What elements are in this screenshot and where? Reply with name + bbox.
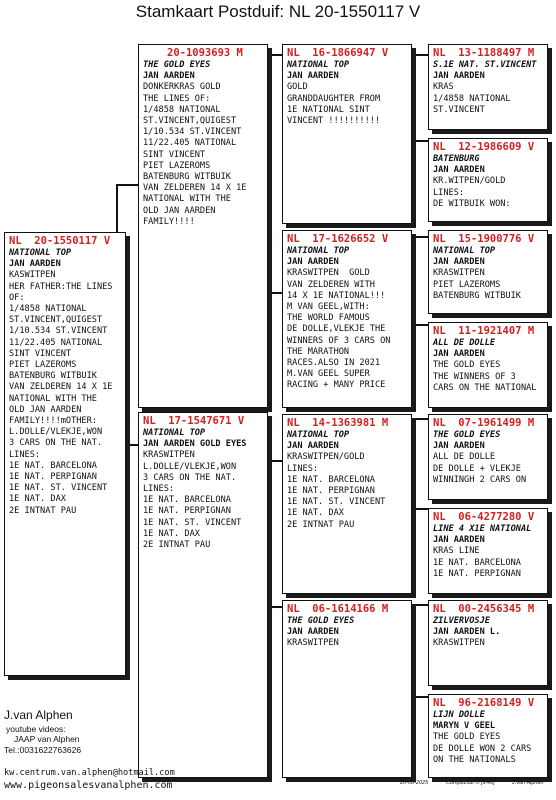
- pigeon-notes: KRAS LINE 1E NAT. BARCELONA 1E NAT. PERPIGNAN: [433, 546, 521, 579]
- pigeon-notes: KRAS 1/4858 NATIONAL ST.VINCENT: [433, 82, 511, 115]
- breeder-name: JAN AARDEN: [143, 71, 195, 82]
- breeder-name: JAN AARDEN: [433, 71, 485, 82]
- pigeon-name: LINE 4 X1E NATIONAL: [433, 524, 532, 534]
- breeder-name: JAN AARDEN: [287, 71, 339, 82]
- pigeon-notes: KR.WITPEN/GOLD LINES: DE WITBUIK WON:: [433, 176, 511, 209]
- pigeon-name: LIJN DOLLE: [433, 710, 485, 720]
- pigeon-name: THE GOLD EYES: [287, 616, 355, 626]
- pigeon-notes: KASWITPEN HER FATHER:THE LINES OF: 1/4858 NATIONAL ST.VINCENT,QUIGEST 1/10.534 ST.VINCENT 11/22.405 NATIONAL SINT VINCENT PIET LAZEROMS BATENBURG WITBUIK VAN ZELDEREN 14 X 1E NATIONAL WITH THE OLD JAN AARDEN FAMILY!!!!mOTHER: L.DOLLE/VLEKJE,WON 3 CARS ON THE NAT. LINES: 1E NAT. BARCELONA 1E NAT. PERPIGNAN 1E NAT. ST. VINCENT 1E NAT. DAX 2E INTNAT PAU: [9, 270, 113, 516]
- pigeon-name: ALL DE DOLLE: [433, 338, 496, 348]
- breeder-name: JAN AARDEN: [287, 257, 339, 268]
- ring-number: NL 20-1550117 V: [9, 235, 111, 247]
- footer-youtube-label: youtube videos:: [6, 724, 66, 734]
- ring-number: NL 00-2456345 M: [433, 603, 535, 615]
- connector-line: [410, 54, 428, 56]
- footer-owner-name: J.van Alphen: [4, 708, 73, 722]
- page-title: Stamkaart Postduif: NL 20-1550117 V: [135, 2, 421, 21]
- breeder-name: JAN AARDEN: [287, 627, 339, 638]
- pigeon-notes: KRASWITPEN GOLD VAN ZELDEREN WITH 14 X 1E NATIONAL!!! M VAN GEEL,WITH: THE WORLD FAMOUS DE DOLLE,VLEKJE THE WINNERS OF 3 CARS ON THE MARATHON RACES.ALSO IN 2021 M.VAN GEEL SUPER RACING + MANY PRICE: [287, 268, 391, 391]
- pigeon-name: ZILVERVOSJE: [433, 616, 490, 626]
- breeder-name: JAN AARDEN: [433, 349, 485, 360]
- pigeon-name: NATIONAL TOP: [9, 248, 72, 258]
- software-author: J.van Alphen: [512, 780, 544, 786]
- pigeon-notes: KRASWITPEN: [433, 638, 485, 649]
- pigeon-name: NATIONAL TOP: [433, 246, 496, 256]
- footer-email: kw.centrum.van.alphen@hotmail.com: [4, 768, 175, 778]
- ring-number: NL 12-1986609 V: [433, 141, 535, 153]
- pigeon-notes: THE GOLD EYES THE WINNERS OF 3 CARS ON THE NATIONAL: [433, 360, 537, 393]
- ring-number: NL 96-2168149 V: [433, 697, 535, 709]
- pigeon-notes: ALL DE DOLLE DE DOLLE + VLEKJE WINNINGH 2 CARS ON: [433, 452, 527, 485]
- pigeon-card-dam-dam: [282, 600, 412, 778]
- pigeon-card-ddd: [428, 694, 548, 778]
- breeder-name: JAN AARDEN L.: [433, 627, 501, 638]
- pigeon-name: THE GOLD EYES: [143, 60, 211, 70]
- pigeon-card-dam: [138, 412, 268, 778]
- breeder-name: JAN AARDEN: [433, 441, 485, 452]
- pigeon-card-dss: [428, 414, 548, 500]
- pigeon-notes: GOLD GRANDDAUGHTER FROM 1E NATIONAL SINT VINCENT !!!!!!!!!!: [287, 82, 381, 127]
- breeder-name: JAN AARDEN: [433, 535, 485, 546]
- ring-number: 20-1093693 M: [167, 47, 243, 59]
- breeder-name: JAN AARDEN: [287, 441, 339, 452]
- breeder-name: JAN AARDEN: [433, 165, 485, 176]
- pigeon-name: THE GOLD EYES: [433, 430, 501, 440]
- connector-line: [116, 184, 138, 186]
- connector-line: [410, 418, 428, 420]
- connector-line: [410, 508, 428, 510]
- footer-website: www.pigeonsalesvanalphen.com: [4, 780, 173, 791]
- ring-number: NL 16-1866947 V: [287, 47, 389, 59]
- connector-line: [410, 236, 428, 238]
- pigeon-name: BATENBURG: [433, 154, 480, 164]
- ring-number: NL 17-1547671 V: [143, 415, 245, 427]
- breeder-name: MARYN V GEEL: [433, 721, 496, 732]
- pigeon-card-dds: [428, 600, 548, 686]
- breeder-name: JAN AARDEN: [9, 259, 61, 270]
- pigeon-name: NATIONAL TOP: [143, 428, 206, 438]
- pigeon-notes: KRASWITPEN/GOLD LINES: 1E NAT. BARCELONA 1E NAT. PERPIGNAN 1E NAT. ST. VINCENT 1E NAT. DAX 2E INTNAT PAU: [287, 452, 386, 530]
- ring-number: NL 06-4277280 V: [433, 511, 535, 523]
- pigeon-card-sss: [428, 44, 548, 130]
- ring-number: NL 17-1626652 V: [287, 233, 389, 245]
- pigeon-card-dsd: [428, 508, 548, 594]
- pigeon-name: S.1E NAT. ST.VINCENT: [433, 60, 537, 70]
- pigeon-card-subject: [4, 232, 126, 676]
- ring-number: NL 13-1188497 M: [433, 47, 535, 59]
- ring-number: NL 07-1961499 M: [433, 417, 535, 429]
- connector-line: [410, 140, 428, 142]
- pigeon-notes: KRASWITPEN PIET LAZEROMS BATENBURG WITBUIK: [433, 268, 521, 301]
- connector-line: [410, 324, 428, 326]
- pigeon-notes: DONKERKRAS GOLD THE LINES OF: 1/4858 NATIONAL ST.VINCENT,QUIGEST 1/10.534 ST.VINCENT 11/22.405 NATIONAL SINT VINCENT PIET LAZEROMS BATENBURG WITBUIK VAN ZELDEREN 14 X 1E NATIONAL WITH THE OLD JAN AARDEN FAMILY!!!!: [143, 82, 247, 227]
- connector-line: [410, 604, 428, 606]
- pigeon-notes: KRASWITPEN: [287, 638, 339, 649]
- pigeon-name: NATIONAL TOP: [287, 430, 350, 440]
- print-date: 20-08-2025: [400, 780, 429, 786]
- pigeon-card-sire: [138, 44, 268, 408]
- pigeon-card-sire-dam: [282, 230, 412, 408]
- pigeon-card-sdd: [428, 322, 548, 408]
- breeder-name: JAN AARDEN GOLD EYES: [143, 439, 247, 450]
- pigeon-name: NATIONAL TOP: [287, 246, 350, 256]
- footer-youtube-channel: JAAP van Alphen: [14, 734, 80, 744]
- ring-number: NL 11-1921407 M: [433, 325, 535, 337]
- pigeon-notes: KRASWITPEN L.DOLLE/VLEKJE,WON 3 CARS ON THE NAT. LINES: 1E NAT. BARCELONA 1E NAT. PERPIGNAN 1E NAT. ST. VINCENT 1E NAT. DAX 2E INTNAT PAU: [143, 450, 242, 551]
- pigeon-card-sire-sire: [282, 44, 412, 224]
- connector-line: [116, 184, 118, 236]
- pigeon-notes: THE GOLD EYES DE DOLLE WON 2 CARS ON THE NATIONALS: [433, 732, 532, 765]
- breeder-name: JAN AARDEN: [433, 257, 485, 268]
- ring-number: NL 15-1900776 V: [433, 233, 535, 245]
- pigeon-card-ssd: [428, 138, 548, 222]
- pigeon-card-dam-sire: [282, 414, 412, 594]
- pigeon-card-sds: [428, 230, 548, 314]
- connector-line: [410, 696, 428, 698]
- ring-number: NL 14-1363981 M: [287, 417, 389, 429]
- ring-number: NL 06-1614166 M: [287, 603, 389, 615]
- pigeon-name: NATIONAL TOP: [287, 60, 350, 70]
- software-name: Compuclub ® [9.48]: [446, 780, 495, 786]
- footer-phone: Tel.:0031622763626: [4, 745, 82, 755]
